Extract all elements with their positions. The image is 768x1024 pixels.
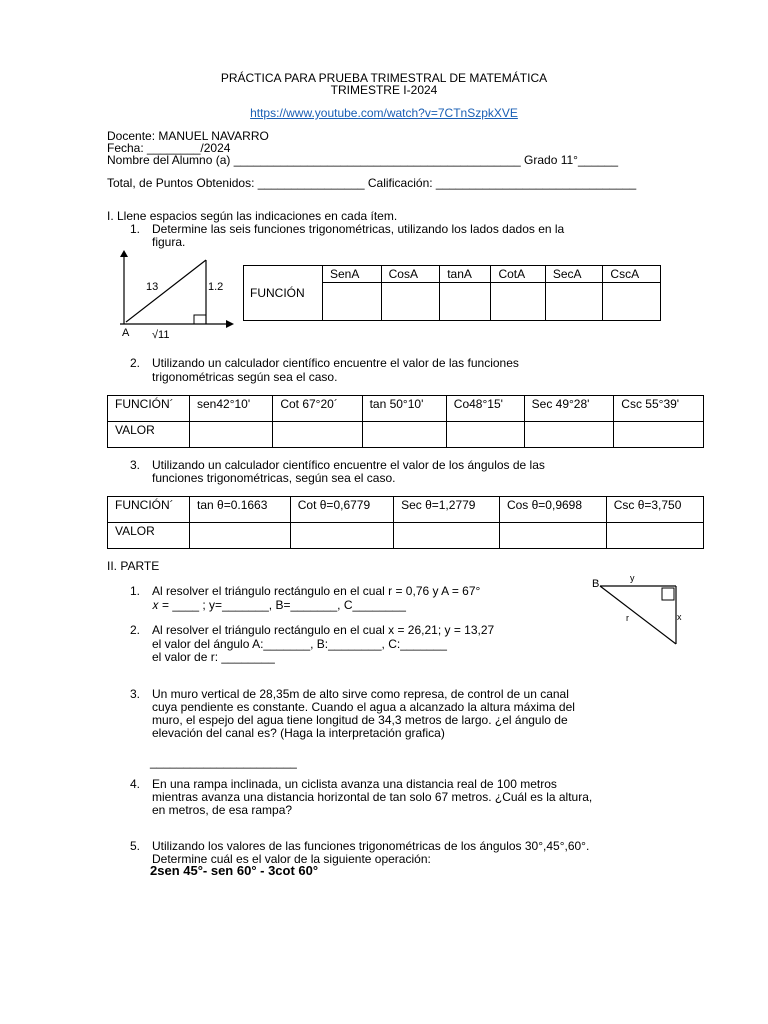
- item-number: 1.: [130, 584, 141, 598]
- table2-header: sen42°10': [190, 396, 273, 422]
- table1-answer-cell[interactable]: [381, 283, 440, 321]
- table2-header: Sec 49°28': [524, 396, 614, 422]
- part2-heading: II. PARTE: [107, 559, 160, 573]
- table2-answer-cell[interactable]: [524, 422, 614, 448]
- item-number: 1.: [130, 222, 141, 236]
- table3-header: FUNCIÓN´: [108, 497, 190, 523]
- right-angle-marker: [194, 315, 206, 324]
- q5-text: Utilizando los valores de las funciones trigonométricas de los ángulos 30°,45°,60°.: [152, 839, 590, 853]
- vertex-label: A: [122, 327, 130, 339]
- q2-answer-line-2: el valor de r: ________: [152, 650, 275, 664]
- item-number: 2.: [130, 623, 141, 637]
- table1-header: SenA: [323, 266, 382, 283]
- doc-title: PRÁCTICA PARA PRUEBA TRIMESTRAL DE MATEMÁTICA: [220, 71, 548, 85]
- table3-header: tan θ=0.1663: [190, 497, 291, 523]
- item-number: 5.: [130, 839, 141, 853]
- table2-answer-cell[interactable]: [614, 422, 704, 448]
- trig-table-2: [107, 395, 704, 448]
- base-label: √11: [152, 329, 170, 341]
- table1-answer-cell[interactable]: [323, 283, 382, 321]
- table3-header: Cos θ=0,9698: [499, 497, 606, 523]
- y-label: y: [630, 573, 635, 583]
- table1-answer-cell[interactable]: [491, 283, 545, 321]
- side-label: 1.2: [208, 281, 224, 293]
- right-triangle-figure: [112, 248, 237, 343]
- table3-answer-cell[interactable]: [394, 523, 500, 549]
- q1-answer-line: 𝑥 = ____ ; y=_______, B=_______, C________: [152, 598, 406, 612]
- table3-header: Sec θ=1,2779: [394, 497, 500, 523]
- table2-header: FUNCIÓN´: [108, 396, 190, 422]
- q3-answer-line: ______________________: [150, 755, 297, 769]
- q4-text: En una rampa inclinada, un ciclista avanza una distancia real de 100 metros: [152, 777, 557, 791]
- table1-answer-cell[interactable]: [440, 283, 491, 321]
- table2-answer-cell[interactable]: [190, 422, 273, 448]
- right-angle-marker: [662, 588, 674, 600]
- q3-text: Un muro vertical de 28,35m de alto sirve como represa, de control de un canal: [152, 687, 569, 701]
- q1-text: Al resolver el triángulo rectángulo en el cual r = 0,76 y A = 67°: [152, 584, 481, 598]
- table3-header: Cot θ=0,6779: [290, 497, 393, 523]
- table2-answer-cell[interactable]: [362, 422, 446, 448]
- hypotenuse-line: [126, 260, 206, 322]
- student-line: Nombre del Alumno (a) ___________________________________________ Grado 11°______: [107, 153, 619, 167]
- trig-table-1: [243, 265, 661, 321]
- table2-header: Csc 55°39': [614, 396, 704, 422]
- table3-header: Csc θ=3,750: [606, 497, 703, 523]
- item2-text: Utilizando un calculador científico encuentre el valor de las funciones: [152, 356, 519, 370]
- hyp-label: 13: [146, 281, 159, 293]
- part1-heading: I. Llene espacios según las indicaciones en cada ítem.: [107, 209, 398, 223]
- item3-text-2: funciones trigonométricas, según sea el caso.: [152, 471, 396, 485]
- table1-answer-cell[interactable]: [545, 283, 603, 321]
- table3-answer-cell[interactable]: [606, 523, 703, 549]
- table1-header: SecA: [545, 266, 603, 283]
- q3-text-4: elevación del canal es? (Haga la interpretación grafica): [152, 726, 445, 740]
- table3-answer-cell[interactable]: [190, 523, 291, 549]
- score-line: Total, de Puntos Obtenidos: ________________ Calificación: ______________________________: [107, 176, 637, 190]
- table1-label: FUNCIÓN: [250, 286, 305, 300]
- teacher-line: Docente: MANUEL NAVARRO: [107, 129, 269, 143]
- y-axis-arrow: [120, 250, 128, 257]
- table2-header: Cot 67°20´: [273, 396, 362, 422]
- table1-header: tanA: [440, 266, 491, 283]
- table3-row-label: VALOR: [108, 523, 190, 549]
- table2-row-label: VALOR: [108, 422, 190, 448]
- q5-expression: 2sen 45°- sen 60° - 3cot 60°: [150, 863, 319, 878]
- q2-text: Al resolver el triángulo rectángulo en el cual x = 26,21; y = 13,27: [152, 623, 495, 637]
- q5-text-2: Determine cuál es el valor de la siguiente operación:: [152, 852, 431, 866]
- x-label: x: [677, 612, 682, 622]
- item-number: 2.: [130, 356, 141, 370]
- table3-answer-cell[interactable]: [499, 523, 606, 549]
- table1-header: CotA: [491, 266, 545, 283]
- table2-answer-cell[interactable]: [273, 422, 362, 448]
- youtube-link[interactable]: https://www.youtube.com/watch?v=7CTnSzpkXVE: [250, 106, 518, 120]
- q4-text-2: mientras avanza una distancia horizontal de tan solo 67 metros. ¿Cuál es la altura,: [152, 790, 593, 804]
- item-number: 3.: [130, 687, 141, 701]
- date-line: Fecha: ________/2024: [107, 141, 231, 155]
- table2-header: tan 50°10': [362, 396, 446, 422]
- item-number: 4.: [130, 777, 141, 791]
- table3-answer-cell[interactable]: [290, 523, 393, 549]
- link-container: [0, 106, 768, 120]
- doc-subtitle: TRIMESTRE I-2024: [330, 83, 438, 97]
- table1-header: CscA: [603, 266, 661, 283]
- table2-answer-cell[interactable]: [446, 422, 524, 448]
- table1-header: CosA: [381, 266, 440, 283]
- r-label: r: [626, 613, 629, 623]
- hypotenuse-line: [600, 586, 676, 644]
- item2-text-2: trigonométricas según sea el caso.: [152, 370, 338, 384]
- b-label: B: [592, 578, 600, 590]
- q2-answer-line: el valor del ángulo A:_______, B:________, C:_______: [152, 637, 447, 651]
- table1-answer-cell[interactable]: [603, 283, 661, 321]
- trig-table-3: [107, 496, 704, 549]
- table1-label-cell: [244, 266, 323, 321]
- item1-text-2: figura.: [152, 235, 186, 249]
- item3-text: Utilizando un calculador científico encuentre el valor de los ángulos de las: [152, 458, 545, 472]
- item1-text: Determine las seis funciones trigonométricas, utilizando los lados dados en la: [152, 222, 565, 236]
- table2-header: Co48°15': [446, 396, 524, 422]
- x-axis-arrow: [226, 320, 234, 328]
- q4-text-3: en metros, de esa rampa?: [152, 803, 293, 817]
- q3-text-3: muro, el espejo del agua tiene longitud de 34,3 metros de largo. ¿el ángulo de: [152, 713, 568, 727]
- item-number: 3.: [130, 458, 141, 472]
- q3-text-2: cuya pendiente es constante. Cuando el agua a alcanzado la altura máxima del: [152, 700, 575, 714]
- triangle-figure-2: [588, 572, 688, 652]
